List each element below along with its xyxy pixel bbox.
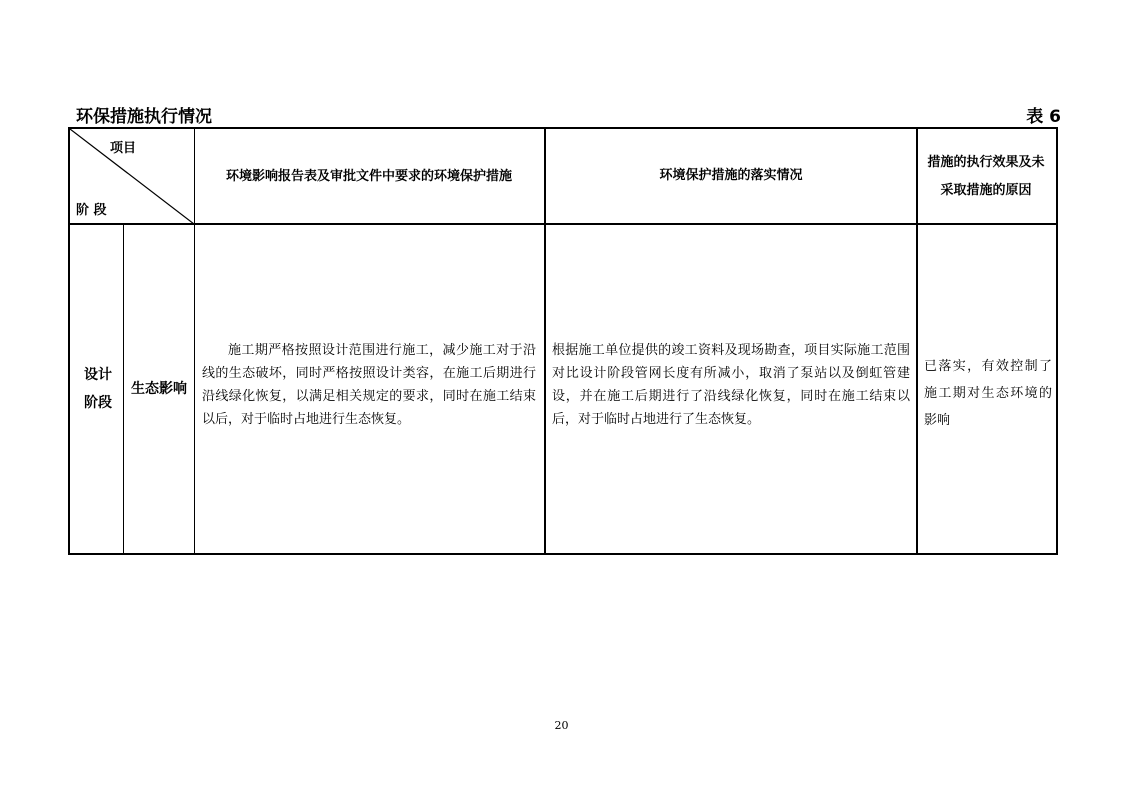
col-divider-1 [194,129,195,553]
header-implementation: 环境保护措施的落实情况 [659,168,803,183]
header-effect: 措施的执行效果及未采取措施的原因 [927,155,1045,198]
table-title: 环保措施执行情况 [76,107,212,127]
requirement-text: 施工期严格按照设计范围进行施工，减少施工对于沿线的生态破坏，同时严格按照设计类容，在施工后期进行沿线绿化恢复，以满足相关规定的要求，同时在施工结束以后，对于临时占地进行生态恢复。 [202,343,536,427]
table-number: 表 6 [1026,107,1061,127]
implementation-text: 根据施工单位提供的竣工资料及现场勘查，项目实际施工范围对比设计阶段管网长度有所减小，取消了泵站以及倒虹管建设，并在施工后期进行了沿线绿化恢复，同时在施工结束以后，对于临时占地进行了生态恢复。 [552,343,910,427]
header-item-label: 项目 [110,141,137,156]
stage-divider [123,225,124,553]
col-divider-3 [916,129,918,553]
page-number: 20 [554,719,569,732]
stage-cell: 设计阶段 [84,367,112,411]
header-requirements: 环境影响报告表及审批文件中要求的环境保护措施 [225,169,512,184]
header-divider [70,223,1056,225]
category-cell: 生态影响 [131,381,187,397]
measures-table [68,127,1058,555]
header-stage-label: 阶 段 [76,203,107,218]
effect-text: 已落实，有效控制了施工期对生态环境的影响 [924,359,1052,428]
